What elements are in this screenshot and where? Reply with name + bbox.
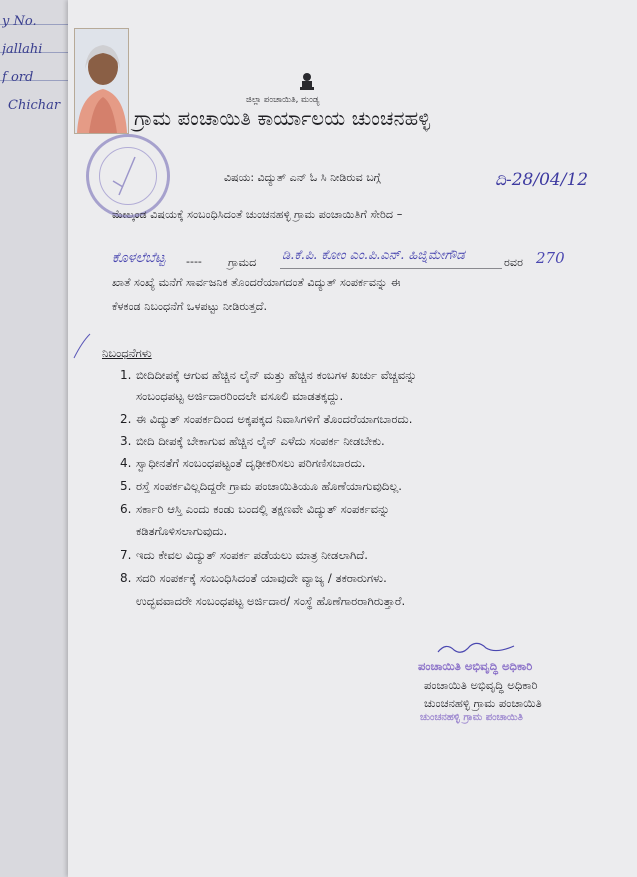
state-emblem-icon <box>296 70 318 92</box>
handwritten-date: ದಿ-28/04/12 <box>495 170 589 190</box>
condition-number: 2. <box>120 412 132 426</box>
condition-text: ಇದು ಕೇವಲ ವಿದ್ಯುತ್ ಸಂಪರ್ಕ ಪಡೆಯಲು ಮಾತ್ರ ನೀಡಲಾಗಿದೆ. <box>136 548 368 562</box>
condition-text: ಬೀದಿ ದೀಪಕ್ಕೆ ಬೇಕಾಗುವ ಹೆಚ್ಚಿನ ಲೈನ್ ಎಳೆದು ಸಂಪರ್ಕ ನೀಡಬೇಕು. <box>136 434 385 448</box>
signature-scribble <box>436 640 516 656</box>
handwritten-owner-name: ಡಿ.ಕೆ.ಪಿ. ಕೋಂ ಎಂ.ಪಿ.ಎನ್. ಹಿಜ್ನಿಮೇಗೌಡ <box>282 248 465 263</box>
condition-number: 5. <box>120 479 132 493</box>
signature-stamp: ಪಂಚಾಯಿತಿ ಅಭಿವೃದ್ಧಿ ಅಧಿಕಾರಿ <box>418 659 533 673</box>
condition-number: 6. <box>120 502 132 516</box>
subject-line: ವಿಷಯ: ವಿದ್ಯುತ್ ಎನ್ ಓ ಸಿ ನೀಡಿರುವ ಬಗ್ಗೆ <box>224 171 381 184</box>
handwritten-khata-number: 270 <box>536 249 565 267</box>
pen-mark <box>72 330 92 360</box>
fill-line <box>280 268 502 269</box>
village-dashes: ---- <box>186 255 202 268</box>
condition-text: ಸರ್ಕಾರಿ ಆಸ್ತಿ ಎಂದು ಕಂಡು ಬಂದಲ್ಲಿ ತಕ್ಷಣವೇ ವಿದ್ಯುತ್ ಸಂಪರ್ಕವನ್ನು <box>136 502 390 516</box>
condition-text: ಉದ್ಭವವಾದರೇ ಸಂಬಂಧಪಟ್ಟ ಅರ್ಜಿದಾರ/ ಸಂಸ್ಥೆ ಹೊಣೆಗಾರರಾಗಿರುತ್ತಾರೆ. <box>136 594 406 608</box>
condition-number: 4. <box>120 456 132 470</box>
margin-note: jallahi <box>2 42 43 57</box>
condition-number: 8. <box>120 571 132 585</box>
district-name: ಜಿಲ್ಲಾ ಪಂಚಾಯಿತಿ, ಮಂಡ್ಯ <box>246 95 320 105</box>
office-title: ಗ್ರಾಮ ಪಂಚಾಯಿತಿ ಕಾರ್ಯಾಲಯ ಚುಂಚನಹಳ್ಳಿ <box>134 107 431 130</box>
signatory-office: ಚುಂಚನಹಳ್ಳಿ ಗ್ರಾಮ ಪಂಚಾಯಿತಿ <box>424 696 542 710</box>
body-line-3: ಖಾತೆ ಸಂಖ್ಯೆ ಮನೆಗೆ ಸಾರ್ವಜನಿಕ ತೊಂದರೆಯಾಗದಂತೆ ವಿದ್ಯುತ್ ಸಂಪರ್ಕವನ್ನು ಈ <box>112 276 401 289</box>
handwritten-village: ಕೊಳಲೆಬೆಟ್ಟ <box>112 250 166 266</box>
body-line-4: ಕೆಳಕಂಡ ನಿಬಂಧನೆಗೆ ಒಳಪಟ್ಟು ನೀಡಿರುತ್ತದೆ. <box>112 300 267 313</box>
signature-stamp-office: ಚುಂಚನಹಳ್ಳಿ ಗ್ರಾಮ ಪಂಚಾಯಿತಿ <box>420 712 523 723</box>
gramada-label: ಗ್ರಾಮದ <box>228 256 257 269</box>
condition-number: 3. <box>120 434 132 448</box>
condition-text: ಈ ವಿದ್ಯುತ್ ಸಂಪರ್ಕದಿಂದ ಅಕ್ಕಪಕ್ಕದ ನಿವಾಸಿಗಳಿಗೆ ತೊಂದರೆಯಾಗಬಾರದು. <box>136 412 413 426</box>
condition-text: ಕಡಿತಗೊಳಿಸಲಾಗುವುದು. <box>136 524 228 538</box>
margin-note: f ord <box>2 70 34 85</box>
margin-note: y No. <box>2 14 37 29</box>
office-seal <box>86 134 170 218</box>
condition-text: ರಸ್ತೆ ಸಂಪರ್ಕವಿಲ್ಲದಿದ್ದರೇ ಗ್ರಾಮ ಪಂಚಾಯಿತಿಯೂ ಹೊಣೆಯಾಗುವುದಿಲ್ಲ. <box>136 479 402 493</box>
margin-note: Chichar <box>8 98 61 113</box>
ravara-label: ರವರ <box>504 256 524 269</box>
body-line-1: ಮೇಲ್ಕಂಡ ವಿಷಯಕ್ಕೆ ಸಂಬಂಧಿಸಿದಂತೆ ಚುಂಚನಹಳ್ಳಿ ಗ್ರಾಮ ಪಂಚಾಯಿತಿಗೆ ಸೇರಿದ – <box>112 208 403 221</box>
condition-text: ಸದರಿ ಸಂಪರ್ಕಕ್ಕೆ ಸಂಬಂಧಿಸಿದಂತೆ ಯಾವುದೇ ವ್ಯಾಜ್ಯ / ತಕರಾರುಗಳು. <box>136 571 387 585</box>
signatory-designation: ಪಂಚಾಯಿತಿ ಅಭಿವೃದ್ಧಿ ಅಧಿಕಾರಿ <box>424 678 538 692</box>
condition-text: ಸಂಬಂಧಪಟ್ಟ ಅರ್ಜಿದಾರರಿಂದಲೇ ವಸೂಲಿ ಮಾಡತಕ್ಕದ್ದು. <box>136 389 344 403</box>
condition-number: 1. <box>120 368 132 382</box>
conditions-heading: ನಿಬಂಧನೆಗಳು <box>102 346 152 360</box>
condition-number: 7. <box>120 548 132 562</box>
condition-text: ಬೀದಿದೀಪಕ್ಕೆ ಆಗುವ ಹೆಚ್ಚಿನ ಲೈನ್ ಮತ್ತು ಹೆಚ್ಚಿನ ಕಂಬಗಳ ಖರ್ಚು ವೆಚ್ಚವನ್ನು <box>136 368 417 382</box>
applicant-photo <box>74 28 129 134</box>
condition-text: ಸ್ವಾಧೀನತೆಗೆ ಸಂಬಂಧಪಟ್ಟಂತೆ ದೃಢೀಕರಿಸಲು ಪರಿಗಣಿಸಬಾರದು. <box>136 456 366 470</box>
